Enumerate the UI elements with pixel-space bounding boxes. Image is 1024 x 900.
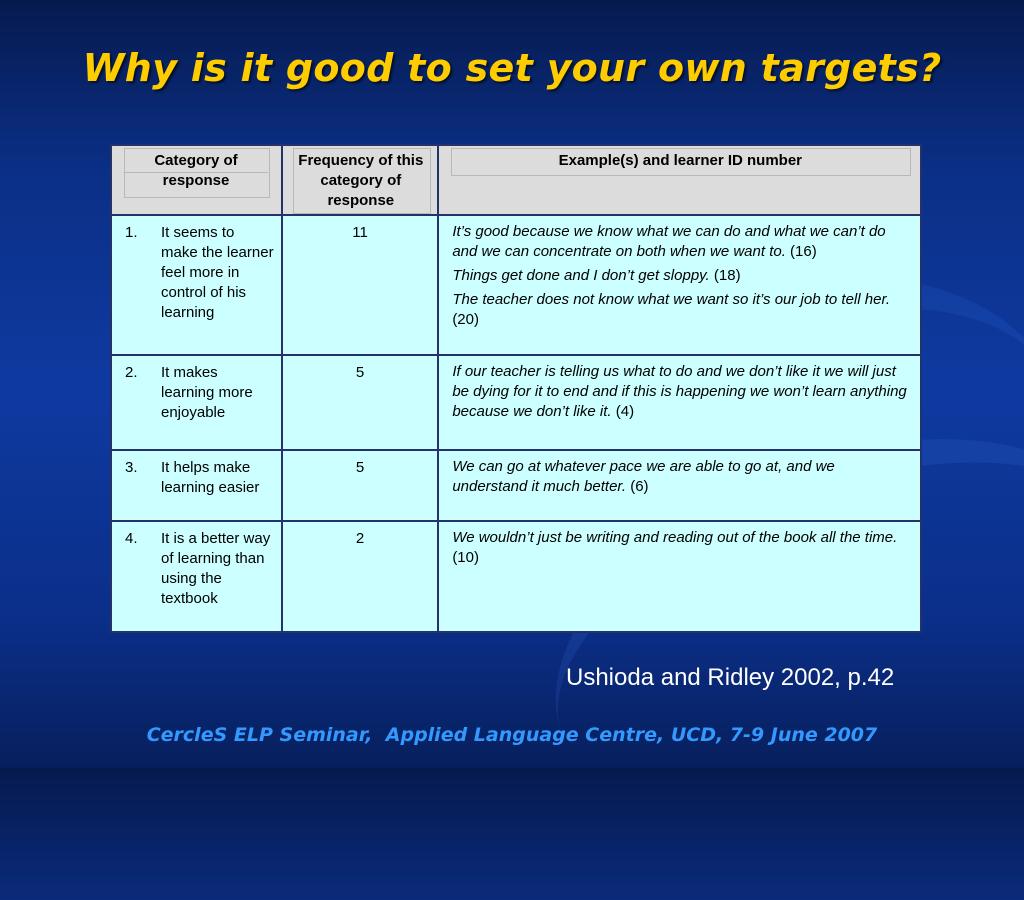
example-quote: If our teacher is telling us what to do and we don’t like it we will just be dying for it to end and if this is happening we won’t learn anything because we don’t like it. <box>452 363 907 420</box>
table-header-row <box>111 145 921 215</box>
frequency-cell <box>282 521 439 632</box>
category-text: It seems to make the learner feel more in control of his learning <box>161 224 274 321</box>
examples-cell <box>438 450 921 521</box>
category-text: It helps make learning easier <box>161 459 260 496</box>
row-number: 2. <box>125 364 138 381</box>
frequency-cell <box>282 215 439 355</box>
example <box>452 362 909 422</box>
category-cell <box>111 450 282 521</box>
learner-id: (16) <box>790 243 817 260</box>
learner-id: (18) <box>713 267 741 284</box>
examples-cell <box>438 215 921 355</box>
header-frequency-cell <box>282 145 439 215</box>
table-row <box>111 355 921 450</box>
learner-id: (6) <box>630 478 649 495</box>
category-cell <box>111 215 282 355</box>
examples-cell <box>438 355 921 450</box>
example <box>452 222 909 262</box>
example-quote: The teacher does not know what we want so it’s our job to tell her. <box>452 291 891 308</box>
example-quote: We wouldn’t just be writing and reading out of the book all the time. <box>452 529 898 546</box>
frequency-value: 2 <box>355 530 365 547</box>
frequency-value: 5 <box>355 364 365 381</box>
example <box>452 290 909 330</box>
header-examples: Example(s) and learner ID number <box>558 152 803 169</box>
header-category-cell <box>111 145 282 215</box>
example <box>452 528 909 568</box>
category-cell <box>111 521 282 632</box>
footer-venue: Applied Language Centre, UCD, 7-9 June 2007 <box>385 724 878 746</box>
slide-title: Why is it good to set your own targets? <box>82 46 942 90</box>
footer <box>0 724 1024 746</box>
table-row <box>111 450 921 521</box>
header-frequency: Frequency of this category of response <box>298 152 424 209</box>
frequency-cell <box>282 355 439 450</box>
examples-cell <box>438 521 921 632</box>
learner-id: (20) <box>452 311 479 328</box>
header-examples-cell <box>438 145 921 215</box>
responses-table <box>110 144 922 633</box>
row-number: 4. <box>125 530 138 547</box>
learner-id: (4) <box>615 403 635 420</box>
table-row <box>111 521 921 632</box>
row-number: 1. <box>125 224 138 241</box>
example-quote: It’s good because we know what we can do and what we can’t do and we can concentrate on both when we want to. <box>452 223 886 260</box>
frequency-value: 5 <box>355 459 365 476</box>
frequency-cell <box>282 450 439 521</box>
learner-id: (10) <box>452 549 479 566</box>
header-category: Category of response <box>154 152 238 189</box>
example-quote: We can go at whatever pace we are able to go at, and we understand it much better. <box>452 458 835 495</box>
category-text: It is a better way of learning than using the textbook <box>161 530 271 607</box>
footer-seminar: CercleS ELP Seminar, <box>146 724 373 746</box>
example-quote: Things get done and I don’t get sloppy. <box>452 267 710 284</box>
citation: Ushioda and Ridley 2002, p.42 <box>566 664 895 691</box>
row-number: 3. <box>125 459 138 476</box>
example <box>452 266 909 286</box>
category-text: It makes learning more enjoyable <box>161 364 253 421</box>
category-cell <box>111 355 282 450</box>
table-row <box>111 215 921 355</box>
frequency-value: 11 <box>352 224 368 241</box>
example <box>452 457 909 497</box>
